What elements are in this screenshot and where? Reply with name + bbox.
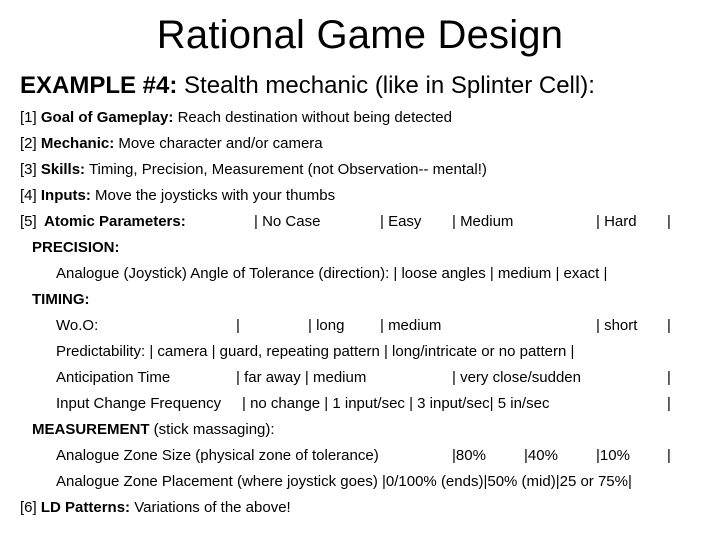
item-mechanic	[20, 133, 323, 155]
item-text: Variations of the above!	[134, 499, 291, 516]
row-cell: |	[667, 369, 671, 386]
measurement-heading	[32, 419, 275, 441]
row-cell: | far away | medium	[236, 369, 367, 386]
row-label: Anticipation Time	[56, 369, 171, 386]
item-ld-patterns	[20, 497, 291, 519]
item-text: Move character and/or camera	[118, 135, 323, 152]
item-number: [5]	[20, 213, 37, 230]
row-cell: | medium	[380, 317, 442, 334]
row-cell: |40%	[524, 447, 558, 464]
precision-heading: PRECISION:	[32, 239, 120, 256]
item-text: Timing, Precision, Measurement (not Observation-- mental!)	[88, 161, 487, 178]
item-inputs	[20, 185, 335, 207]
row-cell: |	[236, 317, 240, 334]
item-text: Reach destination without being detected	[177, 109, 452, 126]
item-goal	[20, 107, 452, 129]
column-header-medium: | Medium	[452, 213, 514, 230]
measurement-heading-label: MEASUREMENT	[32, 421, 150, 438]
row-cell: |	[667, 317, 671, 334]
measurement-heading-suffix: (stick massaging):	[149, 421, 275, 438]
item-label: Skills:	[40, 161, 86, 178]
row-label: Wo.O:	[56, 317, 99, 334]
precision-angle-row: Analogue (Joystick) Angle of Tolerance (direction): | loose angles | medium | exact |	[56, 265, 608, 282]
timing-woo-row	[56, 315, 696, 337]
item-skills	[20, 159, 487, 181]
row-cell: | no change | 1 input/sec | 3 input/sec| 5 in/sec	[242, 395, 550, 412]
row-cell: |	[667, 395, 671, 412]
row-label: Input Change Frequency	[56, 395, 222, 412]
item-number: [1]	[20, 109, 37, 126]
item-label: Goal of Gameplay:	[40, 109, 174, 126]
timing-heading: TIMING:	[32, 291, 90, 308]
atomic-parameters-row	[20, 211, 710, 233]
item-label: Mechanic:	[40, 135, 115, 152]
column-header-easy: | Easy	[380, 213, 422, 230]
row-cell: |10%	[596, 447, 630, 464]
row-cell: | very close/sudden	[452, 369, 581, 386]
timing-anticipation-row	[56, 367, 696, 389]
row-cell: |	[667, 447, 671, 464]
item-label: LD Patterns:	[40, 499, 131, 516]
column-header-hard: | Hard	[596, 213, 637, 230]
row-cell: |80%	[452, 447, 486, 464]
column-header-end: |	[667, 213, 671, 230]
row-cell: | long	[308, 317, 345, 334]
item-number: [4]	[20, 187, 37, 204]
atomic-parameters-label: Atomic Parameters:	[44, 213, 186, 230]
item-number: [3]	[20, 161, 37, 178]
item-number: [6]	[20, 499, 37, 516]
row-label: Analogue Zone Size (physical zone of tolerance)	[56, 447, 379, 464]
example-text: Stealth mechanic (like in Splinter Cell):	[177, 72, 595, 99]
timing-predictability-row: Predictability: | camera | guard, repeating pattern | long/intricate or no pattern |	[56, 343, 575, 360]
example-heading	[20, 70, 595, 102]
item-text: Move the joysticks with your thumbs	[95, 187, 336, 204]
measurement-zone-placement-row: Analogue Zone Placement (where joystick goes) |0/100% (ends)|50% (mid)|25 or 75%|	[56, 473, 632, 490]
measurement-zone-size-row	[56, 445, 696, 467]
slide-title: Rational Game Design	[156, 13, 564, 57]
column-header-no-case: | No Case	[254, 213, 321, 230]
example-label: EXAMPLE #4:	[20, 72, 178, 99]
row-cell: | short	[596, 317, 638, 334]
item-label: Inputs:	[40, 187, 91, 204]
timing-input-change-row	[56, 393, 696, 415]
item-number: [2]	[20, 135, 37, 152]
